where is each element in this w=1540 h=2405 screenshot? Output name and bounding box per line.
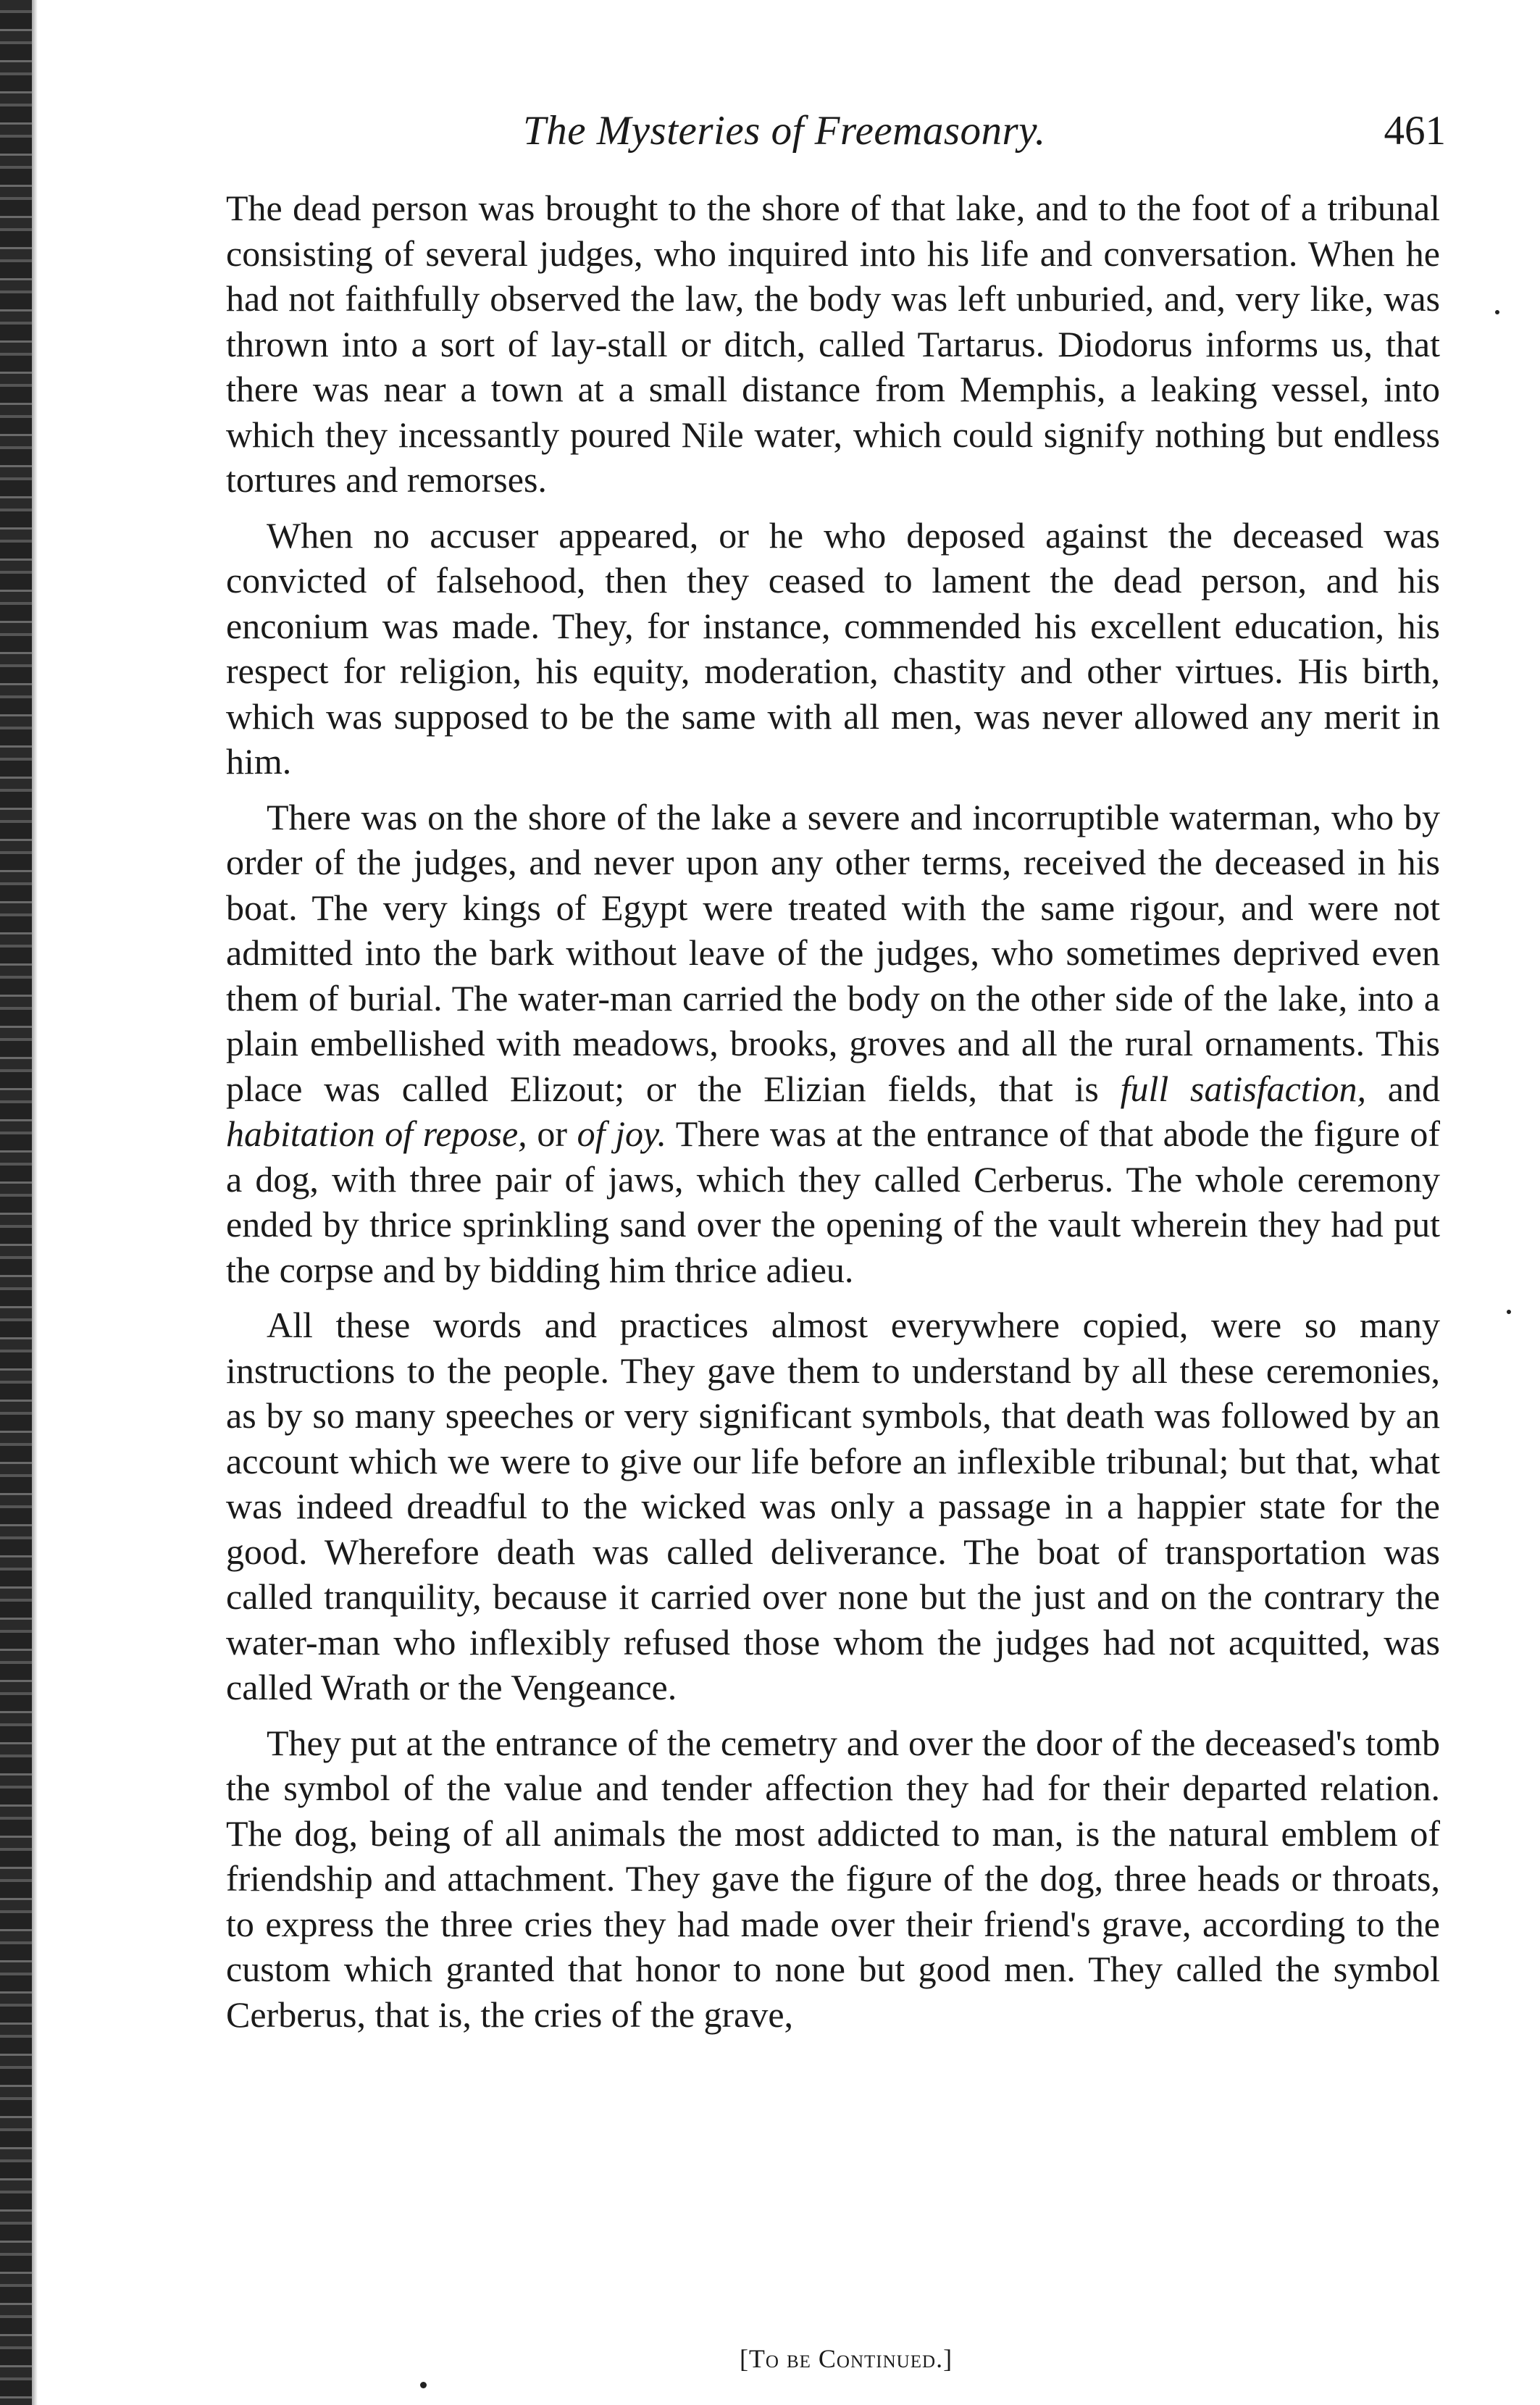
paragraph-3-text-c: or [527,1113,577,1154]
paragraph-3-text-a: There was on the shore of the lake a severe and incorruptible waterman, who by order of the judges, and never upon any other terms, received the deceased in his boat. The very kings of Egypt were treated with the same rigour, and were not admitted into the bark without leave of the judges, who sometimes deprived even them of burial. The water-man carried the body on the other side of the lake, into a plain embellished with meadows, brooks, groves and all the rural ornaments. This place was called Elizout; or the Elizian fields, that is [226,796,1440,1109]
running-head [225,107,1446,165]
paragraph-3-text-d: There was at the entrance of that abode the figure of a dog, with three pair of jaws, which they called Cerberus. The whole ceremony ended by thrice sprinkling sand over the opening of the vault wherein they had put the corpse and by bidding him thrice adieu. [226,1113,1441,1290]
page-binding-edge [0,0,32,2405]
paragraph-3 [226,795,1440,1293]
print-speck [1495,310,1499,314]
article-body [226,185,1440,2037]
italic-phrase-habitation-of-repose: habitation of repose, [226,1113,527,1154]
paragraph-2: When no accuser appeared, or he who deposed against the deceased was convicted of falsehood, then they ceased to lament the dead person, and his enconium was made. They, for instance, commended his excellent education, his respect for religion, his equity, moderation, chastity and other virtues. His birth, which was supposed to be the same with all men, was never allowed any merit in him. [226,514,1440,782]
paragraph-5: They put at the entrance of the cemetry and over the door of the deceased's tomb the symbol of the value and tender affection they had for their departed relation. The dog, being of all animals the most addicted to man, is the natural emblem of friendship and attachment. They gave the figure of the dog, three heads or throats, to express the three cries they had made over their friend's grave, according to the custom which granted that honor to none but good men. They called the symbol Cerberus, that is, the cries of the grave, [226,1722,1440,2035]
print-speck [1507,1310,1511,1314]
italic-phrase-full-satisfaction: full satisfaction, [1120,1068,1367,1109]
to-be-continued-text: [To be Continued.] [739,2344,953,2373]
to-be-continued-note [0,2343,1540,2374]
print-speck [420,2382,427,2388]
paragraph-1: The dead person was brought to the shore of that lake, and to the foot of a tribunal consisting of several judges, who inquired into his life and conversation. When he had not faithfully observed the law, the body was left unburied, and, very like, was thrown into a sort of lay-stall or ditch, called Tartarus. Diodorus informs us, that there was near a town at a small distance from Memphis, a leaking vessel, into which they incessantly poured Nile water, which could signify nothing but endless tortures and remorses. [226,188,1440,500]
running-title: The Mysteries of Freemasonry. [523,108,1046,154]
page-number: 461 [1384,108,1446,154]
paragraph-4: All these words and practices almost everywhere copied, were so many instructions to the people. They gave them to understand by all these ceremonies, as by so many speeches or very significant symbols, that death was followed by an account which we were to give our life before an inflexible tribunal; but that, what was indeed dreadful to the wicked was only a passage in a happier state for the good. Wherefore death was called deliverance. The boat of transportation was called tranquility, because it carried over none but the just and on the contrary the water-man who inflexibly refused those whom the judges had not acquitted, was called Wrath or the Vengeance. [226,1305,1440,1707]
italic-phrase-of-joy: of joy. [577,1113,666,1154]
paragraph-3-text-b: and [1366,1068,1440,1109]
